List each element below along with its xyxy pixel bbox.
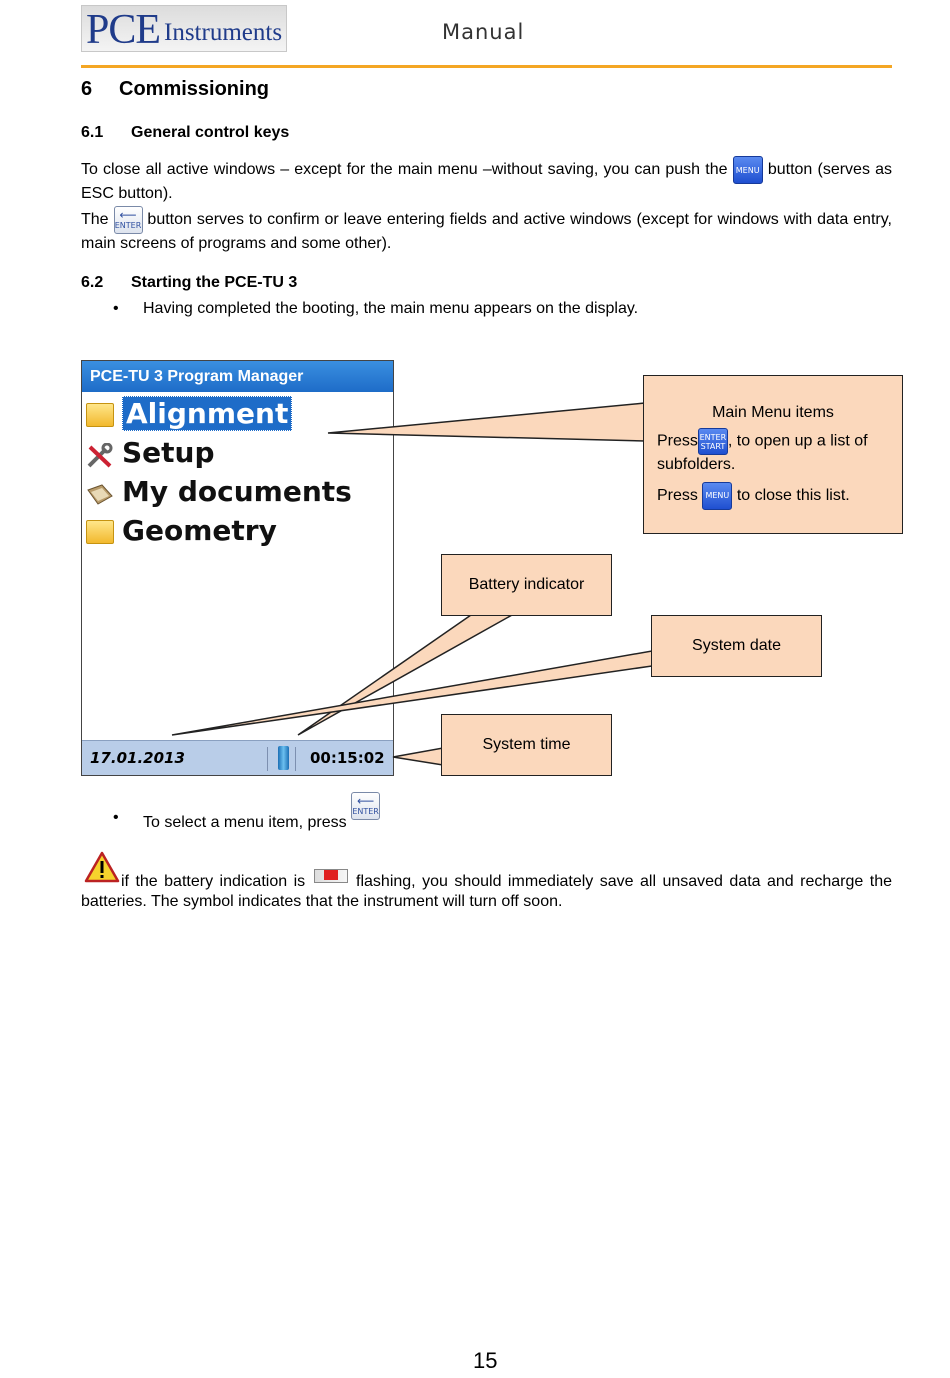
key-label: MENU xyxy=(705,491,730,500)
section-number: 6.1 xyxy=(81,124,104,141)
callout-text: Press xyxy=(657,487,698,505)
warning-text: if the battery indication is xyxy=(121,873,306,890)
warning-paragraph xyxy=(81,872,892,912)
menu-key-icon xyxy=(702,482,732,510)
key-label: START xyxy=(700,442,726,451)
main-menu-pointer xyxy=(328,403,645,441)
enter-arrow-icon: ⟵ xyxy=(356,794,375,808)
callout-main-menu xyxy=(643,375,903,534)
paragraph-text: The xyxy=(81,211,109,229)
paragraph-text: button (serves as ESC button). xyxy=(81,161,893,202)
menu-item-label: Alignment xyxy=(122,396,292,431)
bullet-text-label: To select a menu item, press xyxy=(143,814,347,832)
callout-title: Main Menu items xyxy=(712,404,834,421)
header-title: Manual xyxy=(442,20,525,44)
battery-empty-icon xyxy=(314,869,348,883)
page-number: 15 xyxy=(473,1348,498,1373)
callout-line xyxy=(657,428,897,475)
system-date: 17.01.2013 xyxy=(90,749,185,767)
callout-system-date: System date xyxy=(651,615,822,677)
callout-battery-indicator: Battery indicator xyxy=(441,554,612,616)
logo-pce-text: PCE xyxy=(86,7,161,53)
callout-text: Press xyxy=(657,432,698,450)
system-time: 00:15:02 xyxy=(310,749,385,767)
warning-text: flashing, you should immediately save all unsaved data and recharge the batteries. The symbol indicates that the instrument will turn off soon. xyxy=(81,873,892,910)
key-label: ENTER xyxy=(114,221,142,230)
enter-key-icon xyxy=(351,792,380,820)
section-title: General control keys xyxy=(131,124,290,141)
menu-item-label: My documents xyxy=(122,475,352,508)
menu-item-label: Setup xyxy=(122,436,215,469)
battery-x-mark xyxy=(324,870,338,880)
key-label: MENU xyxy=(735,166,760,175)
callout-system-time: System time xyxy=(441,714,612,776)
enter-arrow-icon: ⟵ xyxy=(119,208,137,222)
bullet-text: Having completed the booting, the main menu appears on the display. xyxy=(143,300,639,317)
time-pointer xyxy=(393,748,443,765)
section-title: Commissioning xyxy=(119,78,270,100)
bullet-icon: • xyxy=(113,809,119,826)
section-number: 6 xyxy=(81,78,93,100)
callout-line xyxy=(657,482,897,510)
key-label: ENTER xyxy=(352,807,379,816)
callout-text: to close this list. xyxy=(736,487,850,505)
paragraph-text: button serves to confirm or leave entering fields and active windows (except for windows with data entry, main screens of programs and some other). xyxy=(81,211,892,252)
logo-instruments-text: Instruments xyxy=(164,19,283,46)
section-title: Starting the PCE-TU 3 xyxy=(131,274,298,291)
menu-item-label: Geometry xyxy=(122,514,277,547)
bullet-icon: • xyxy=(113,300,119,317)
paragraph-text: To close all active windows – except for the main menu –without saving, you can push the xyxy=(81,161,728,179)
callout-text: , to open up a list of subfolders. xyxy=(657,432,868,473)
key-label: ENTER xyxy=(699,433,727,442)
enter-start-key-icon xyxy=(698,428,728,455)
section-number: 6.2 xyxy=(81,274,104,291)
device-title-bar: PCE-TU 3 Program Manager xyxy=(82,361,393,392)
bullet-text xyxy=(143,794,380,832)
